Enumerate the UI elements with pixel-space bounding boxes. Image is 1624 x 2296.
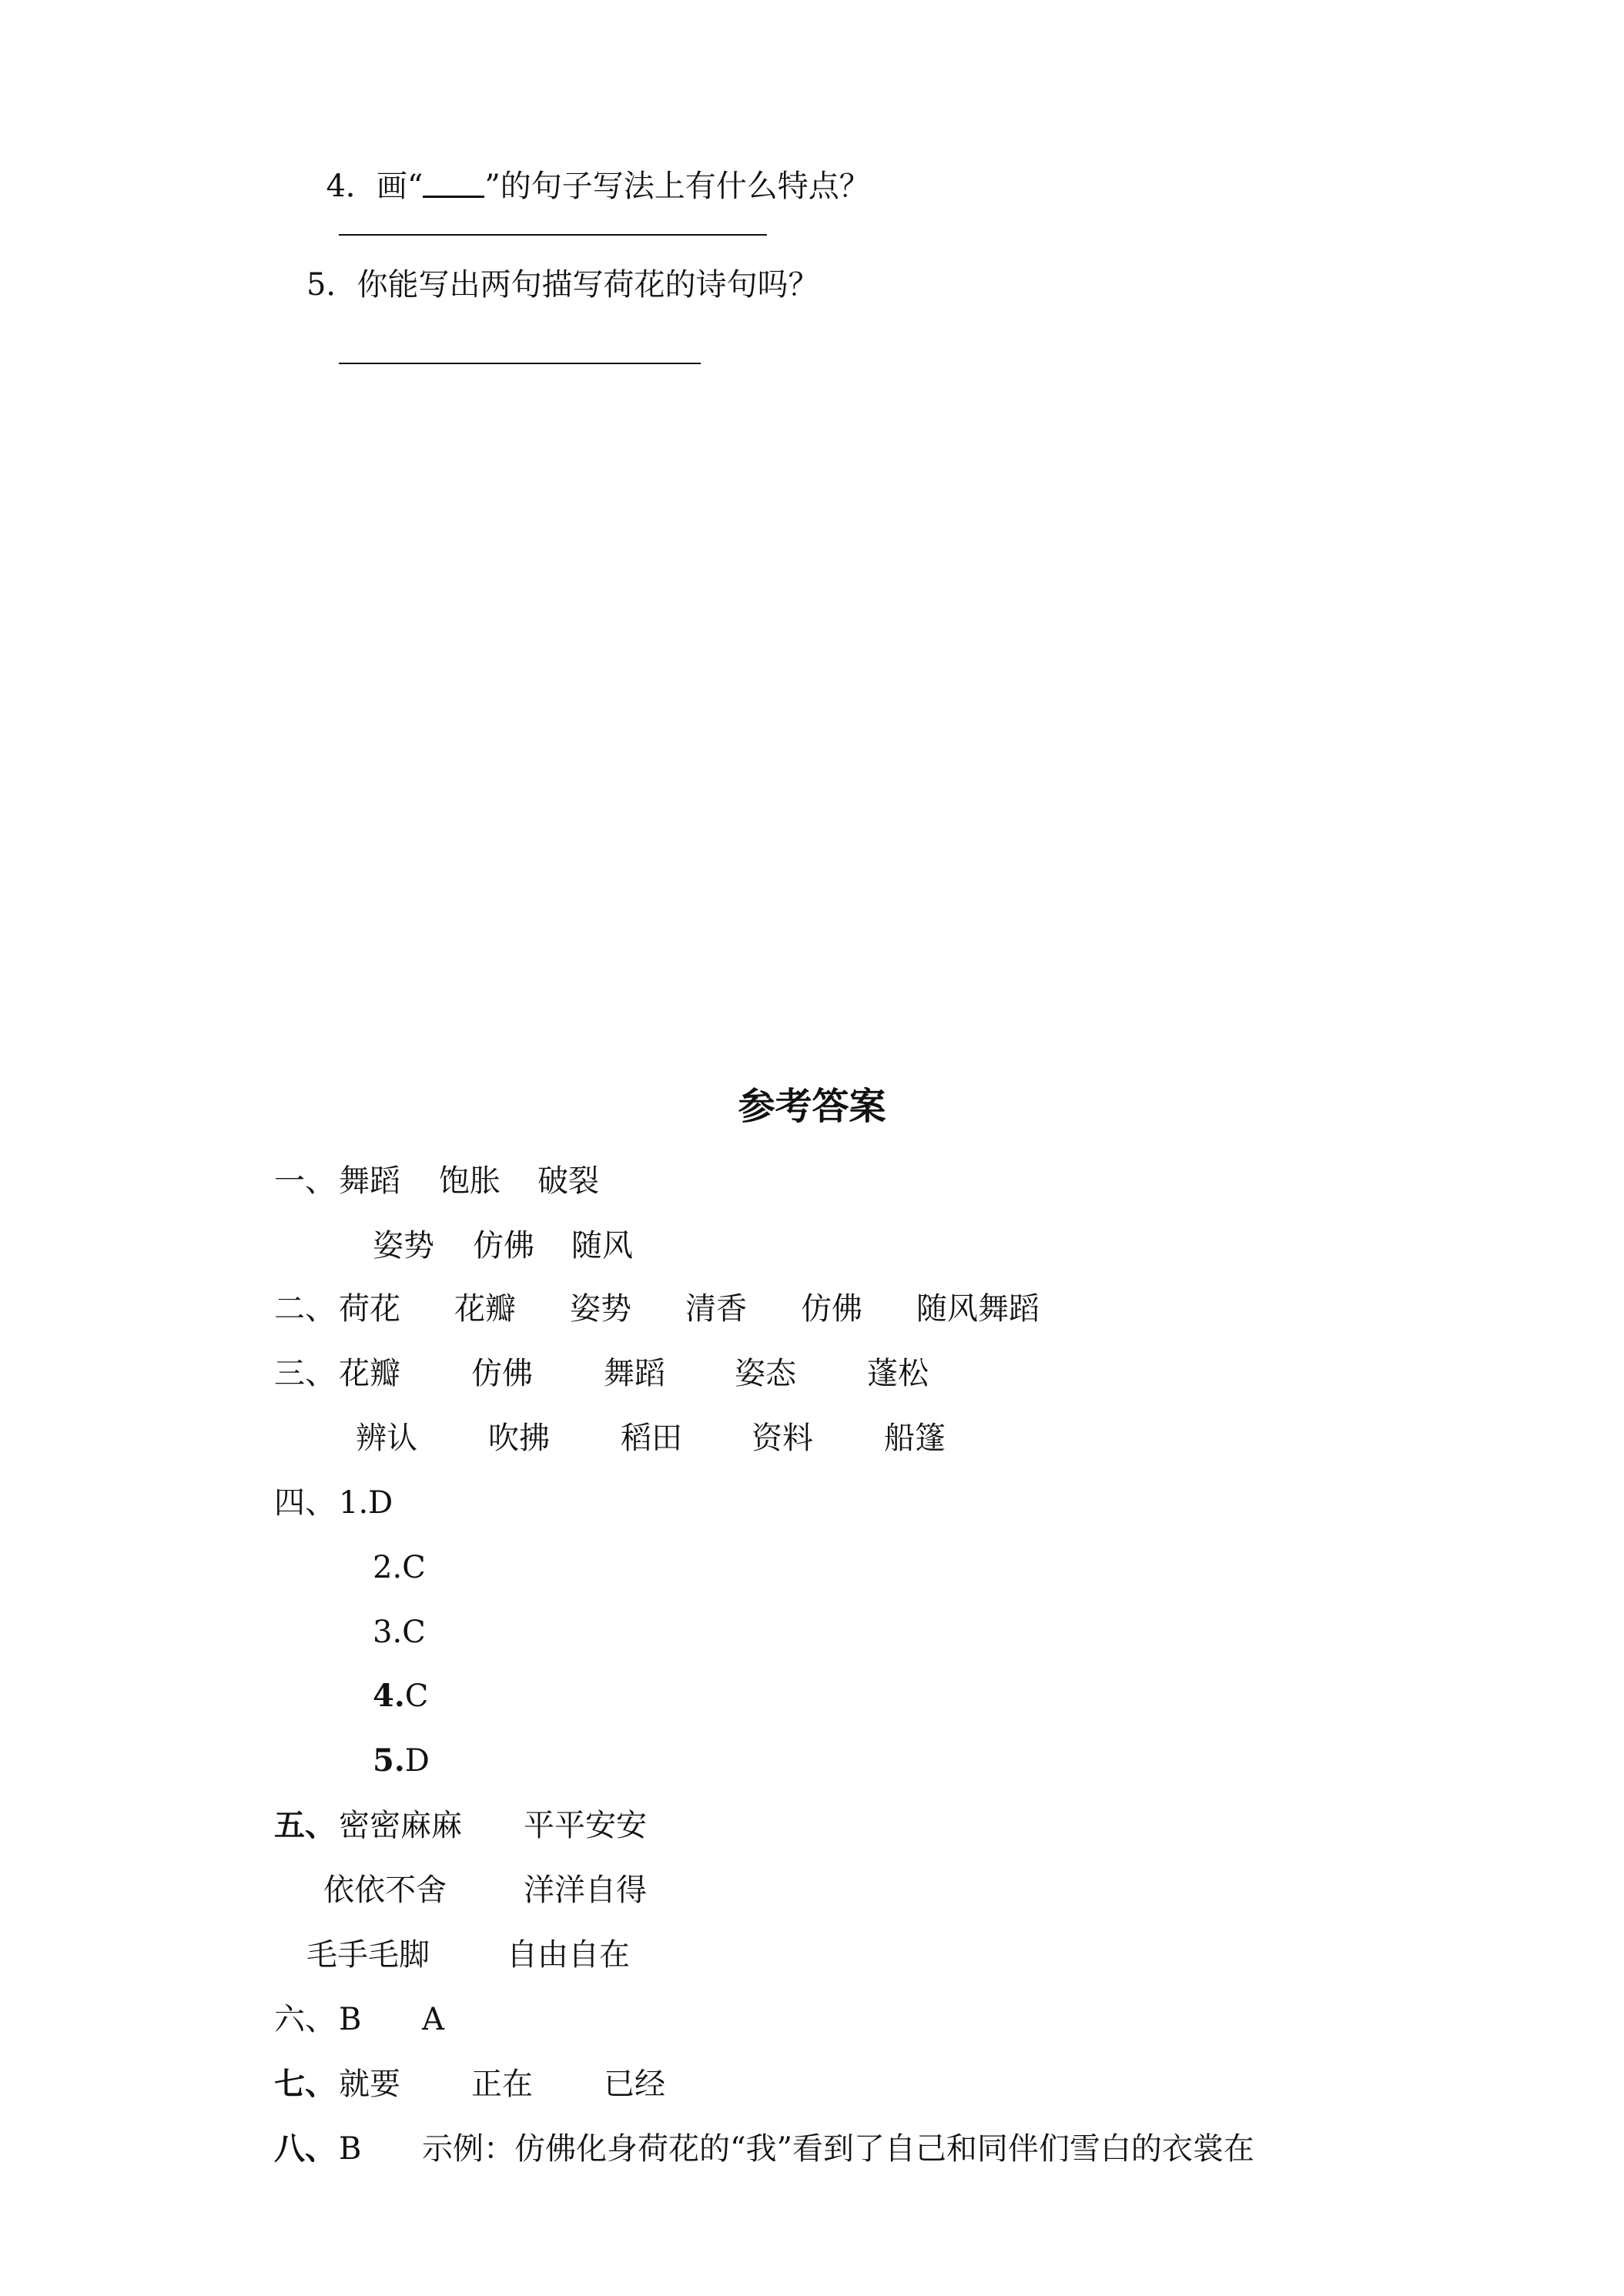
s5-word: 洋洋自得: [524, 1873, 647, 1908]
s5-word: 自由自在: [507, 1937, 630, 1973]
s7-word: 已经: [604, 2067, 665, 2102]
s3-word: 辨认: [356, 1421, 417, 1456]
s4-answer-letter: C: [404, 1678, 429, 1714]
s2-word: 清香: [685, 1291, 747, 1327]
s1-word: 随风: [571, 1228, 633, 1263]
answer-line-5[interactable]: [339, 363, 701, 364]
answer-line-4[interactable]: [339, 234, 767, 236]
s3-word: 吹拂: [488, 1421, 550, 1456]
s4-answer: 2.C: [373, 1550, 426, 1585]
question-5: 5．你能写出两句描写荷花的诗句吗？: [306, 267, 819, 303]
s3-word: 稻田: [621, 1421, 682, 1456]
s1-word: 舞蹈: [339, 1163, 400, 1199]
s6-answer: A: [422, 2002, 444, 2037]
s3-word: 仿佛: [471, 1356, 533, 1391]
s2-word: 仿佛: [801, 1291, 862, 1327]
s2-word: 花瓣: [454, 1291, 516, 1327]
section-7-label: 七、: [274, 2066, 336, 2102]
s4-answer: [373, 1678, 429, 1714]
s4-answer: 1.D: [339, 1485, 393, 1521]
s5-word: 平平安安: [524, 1808, 647, 1843]
s6-answer: B: [339, 2002, 362, 2037]
question-4: [306, 140, 870, 202]
s4-answer: [373, 1742, 430, 1779]
s2-word: 随风舞蹈: [916, 1291, 1040, 1327]
s5-word: 毛手毛脚: [306, 1937, 430, 1973]
s1-word: 姿势: [373, 1228, 434, 1263]
s3-word: 花瓣: [339, 1356, 400, 1391]
s8-choice: B: [339, 2131, 362, 2167]
s1-word: 仿佛: [473, 1228, 534, 1263]
section-6-label: 六、: [274, 2002, 336, 2037]
s3-word: 姿态: [735, 1356, 796, 1391]
section-4-label: 四、: [274, 1485, 336, 1521]
s5-word: 密密麻麻: [339, 1808, 462, 1843]
s4-answer: 3.C: [373, 1615, 426, 1650]
section-1-label: 一、: [274, 1163, 336, 1199]
s3-word: 船篷: [884, 1421, 946, 1456]
section-2-label: 二、: [274, 1291, 336, 1327]
s4-answer-letter: D: [404, 1743, 430, 1779]
section-5-label: 五、: [274, 1807, 336, 1843]
question-4-suffix: ”的句子写法上有什么特点？: [484, 169, 870, 204]
answer-key-title: 参考答案: [738, 1085, 886, 1128]
s4-answer-number: 4.: [373, 1678, 405, 1714]
inline-underline-mark: [423, 172, 484, 198]
s3-word: 舞蹈: [604, 1356, 665, 1391]
s5-word: 依依不舍: [323, 1873, 447, 1908]
s3-word: 蓬松: [867, 1356, 929, 1391]
s1-word: 饱胀: [439, 1163, 501, 1199]
s4-answer-number: 5.: [373, 1742, 405, 1779]
question-4-prefix: 4．画“: [326, 169, 424, 204]
s8-example: 示例：仿佛化身荷花的“我”看到了自己和同伴们雪白的衣裳在: [422, 2131, 1254, 2167]
section-8-label: 八、: [274, 2130, 336, 2167]
s7-word: 正在: [471, 2067, 533, 2102]
s1-word: 破裂: [537, 1163, 599, 1199]
s2-word: 姿势: [570, 1291, 631, 1327]
s2-word: 荷花: [339, 1291, 400, 1327]
section-3-label: 三、: [274, 1356, 336, 1391]
s7-word: 就要: [339, 2067, 400, 2102]
s3-word: 资料: [752, 1421, 813, 1456]
